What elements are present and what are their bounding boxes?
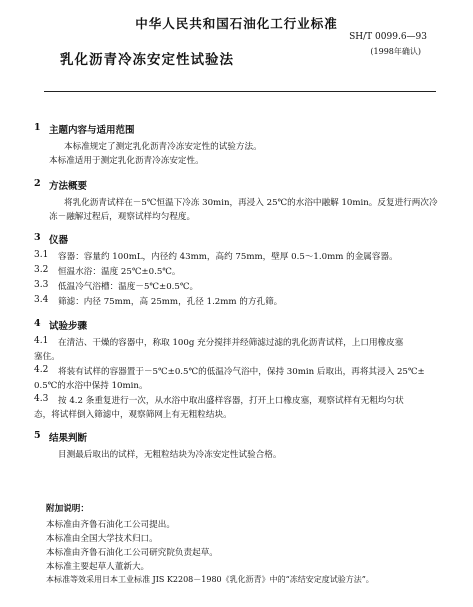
section-3-number: 3 [34,232,41,243]
item-3-2-number: 3.2 [34,265,49,275]
notes-line-3: 本标准由齐鲁石油化工公司研究院负责起草。 [46,548,218,558]
section-1-line-2: 本标准适用于测定乳化沥青冷冻安定性。 [49,156,204,166]
notes-line-2: 本标准由全国大学技术归口。 [46,534,158,544]
section-2-title: 方法概要 [49,181,88,192]
item-3-4-text: 筛滤：内径 75mm，高 25mm，孔径 1.2mm 的方孔筛。 [58,297,283,307]
header-rule [44,91,436,92]
section-5-line-1: 目测最后取出的试样，无粗粒结块为冷冻安定性试验合格。 [58,450,282,460]
item-4-3-number: 4.3 [34,394,49,404]
document-title: 乳化沥青冷冻安定性试验法 [60,52,234,68]
reconfirm-note: (1998年确认) [370,47,421,56]
item-4-3-line-2: 态，将试样倒入筛滤中，观察筛网上有无粗粒结块。 [34,410,232,420]
section-1-title: 主题内容与适用范围 [49,125,135,136]
standard-number: SH/T 0099.6—93 [349,32,427,42]
item-4-1-number: 4.1 [34,336,49,346]
section-1-line-1: 本标准规定了测定乳化沥青冷冻安定性的试验方法。 [64,142,262,152]
item-4-1-line-1: 在清洁、干燥的容器中，称取 100g 充分搅拌并经筛滤过滤的乳化沥青试样，上口用橡皮塞 [58,338,404,348]
item-3-3-number: 3.3 [34,280,49,290]
section-2-number: 2 [34,178,41,189]
item-4-2-number: 4.2 [34,365,49,375]
notes-line-1: 本标准由齐鲁石油化工公司提出。 [46,520,175,530]
section-1-number: 1 [34,122,41,133]
item-3-3-text: 低温冷气浴槽：温度－5℃±0.5℃。 [58,282,199,292]
notes-line-4: 本标准主要起草人董新大。 [46,562,150,572]
item-4-2-line-1: 将装有试样的容器置于－5℃±0.5℃的低温冷气浴中，保持 30min 后取出，再将其浸入 25℃± [58,367,425,377]
notes-line-5: 本标准等效采用日本工业标准 JIS K2208－1980《乳化沥青》中的“冻结安定度试验方法”。 [46,575,374,584]
item-4-1-line-2: 塞住。 [34,352,60,362]
org-title: 中华人民共和国石油化工行业标准 [135,16,338,31]
item-3-1-text: 容器：容量约 100mL，内径约 43mm，高约 75mm，壁厚 0.5～1.0mm 的金属容器。 [58,252,398,262]
section-4-number: 4 [34,318,41,329]
section-5-number: 5 [34,430,41,441]
item-4-2-line-2: 0.5℃的水浴中保持 10min。 [34,381,148,391]
item-4-3-line-1: 按 4.2 条重复进行一次，从水浴中取出盛样容器，打开上口橡皮塞，观察试样有无粗均匀状 [58,396,404,406]
section-2-line-1: 将乳化沥青试样在－5℃恒温下冷冻 30min，再浸入 25℃的水浴中融解 10min。反复进行两次冷 [64,198,438,208]
item-3-1-number: 3.1 [34,250,49,260]
section-4-title: 试验步骤 [49,321,88,332]
section-3-title: 仪器 [49,235,69,246]
section-5-title: 结果判断 [49,433,88,444]
section-2-line-2: 冻－融解过程后，观察试样均匀程度。 [49,212,196,222]
item-3-4-number: 3.4 [34,295,49,305]
notes-title: 附加说明： [46,504,89,514]
item-3-2-text: 恒温水浴：温度 25℃±0.5℃。 [58,267,181,277]
